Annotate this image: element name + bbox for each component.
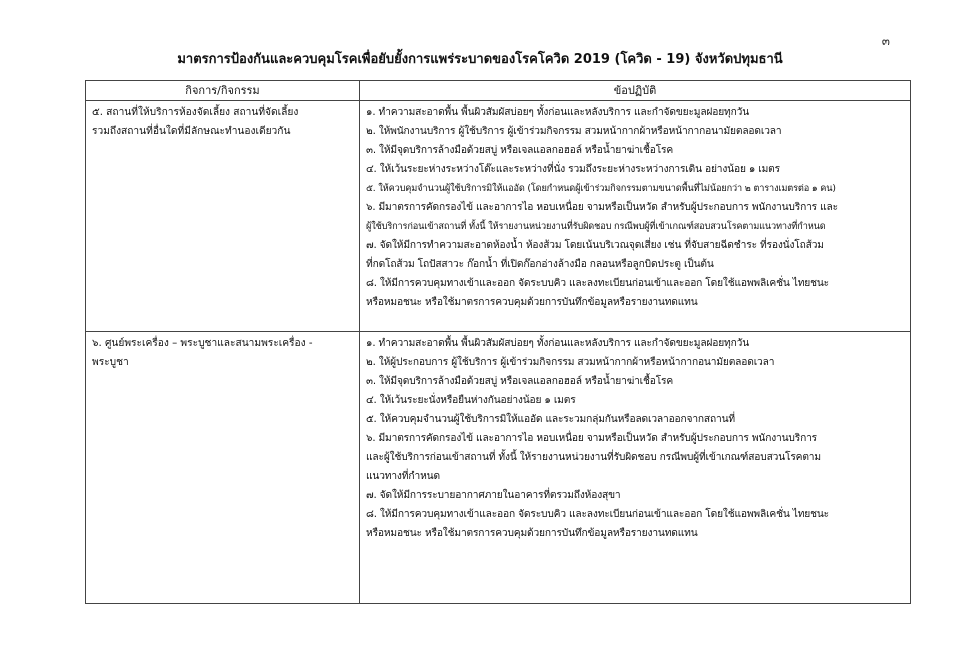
rule-line: ๒. ให้ผู้ประกอบการ ผู้ใช้บริการ ผู้เข้าร่วมกิจกรรม สวมหน้ากากผ้าหรือหน้ากากอนามัยตลอดเวลา [366,357,775,368]
activity-line: ๕. สถานที่ให้บริการห้องจัดเลี้ยง สถานที่จัดเลี้ยง [92,107,299,118]
rule-line: ๖. มีมาตรการคัดกรองไข้ และอาการไอ หอบเหนื่อย จามหรือเป็นหวัด สำหรับผู้ประกอบการ พนักงานบริการ [366,433,817,444]
rule-line: ๕. ให้ควบคุมจำนวนผู้ใช้บริการมิให้แออัด และระวมกลุ่มกันหรือลดเวลาออกจากสถานที่ [366,414,735,425]
header-rules: ข้อปฏิบัติ [360,81,911,101]
rules-cell [360,101,911,332]
rule-line: ๑. ทำความสะอาดพื้น พื้นผิวสัมผัสบ่อยๆ ทั้งก่อนและหลังบริการ และกำจัดขยะมูลฝอยทุกวัน [366,107,750,118]
document-title: มาตรการป้องกันและควบคุมโรคเพื่อยับยั้งการแพร่ระบาดของโรคโควิด 2019 (โควิด - 19) จังหวัดปทุมธานี [177,52,783,67]
rule-line: หรือหมอชนะ หรือใช้มาตรการควบคุมด้วยการบันทึกข้อมูลหรือรายงานทดแทน [366,528,698,539]
rule-line: แนวทางที่กำหนด [366,471,440,482]
table-row [86,101,911,332]
header-activity: กิจการ/กิจกรรม [86,81,360,101]
rule-line: ๕. ให้ควบคุมจำนวนผู้ใช้บริการมิให้แออัด (โดยกำหนดผู้เข้าร่วมกิจกรรมตามขนาดพื้นที่ไม่น้อยกว่า ๒ ตารางเมตรต่อ ๑ คน) [366,183,836,194]
rule-line: ๓. ให้มีจุดบริการล้างมือด้วยสบู่ หรือเจลแอลกอฮอล์ หรือน้ำยาฆ่าเชื้อโรค [366,145,674,156]
rule-line: ๖. มีมาตรการคัดกรองไข้ และอาการไอ หอบเหนื่อย จามหรือเป็นหวัด สำหรับผู้ประกอบการ พนักงานบริการ และ [366,202,838,213]
rule-line: ๔. ให้เว้นระยะนั่งหรือยืนห่างกันอย่างน้อย ๑ เมตร [366,395,576,406]
table-row [86,332,911,604]
rule-line: ๗. จัดให้มีการทำความสะอาดห้องน้ำ ห้องส้วม โดยเน้นบริเวณจุดเสี่ยง เช่น ที่จับสายฉีดชำระ ที่รองนั่งโถส้วม [366,240,824,251]
rule-line: ที่กดโถส้วม โถปัสสาวะ ก๊อกน้ำ ที่เปิดก๊อกอ่างล้างมือ กลอนหรือลูกบิดประตู เป็นต้น [366,259,714,270]
activity-line: พระบูชา [92,357,129,368]
activity-cell [86,332,360,604]
rule-line: ๘. ให้มีการควบคุมทางเข้าและออก จัดระบบคิว และลงทะเบียนก่อนเข้าและออก โดยใช้แอพพลิเคชั่น ไทยชนะ [366,509,830,520]
rule-line: ๒. ให้พนักงานบริการ ผู้ใช้บริการ ผู้เข้าร่วมกิจกรรม สวมหน้ากากผ้าหรือหน้ากากอนามัยตลอดเวลา [366,126,782,137]
table-header-row [86,81,911,101]
rule-line: ๓. ให้มีจุดบริการล้างมือด้วยสบู่ หรือเจลแอลกอฮอล์ หรือน้ำยาฆ่าเชื้อโรค [366,376,674,387]
rule-line: และผู้ใช้บริการก่อนเข้าสถานที่ ทั้งนี้ ให้รายงานหน่วยงานที่รับผิดชอบ กรณีพบผู้ที่เข้าเกณฑ์สอบสวนโรคตาม [366,452,821,463]
measures-table [85,80,911,604]
activity-cell [86,101,360,332]
rule-line: หรือหมอชนะ หรือใช้มาตรการควบคุมด้วยการบันทึกข้อมูลหรือรายงานทดแทน [366,297,698,308]
activity-line: รวมถึงสถานที่อื่นใดที่มีลักษณะทำนองเดียวกัน [92,126,291,137]
rule-line: ผู้ใช้บริการก่อนเข้าสถานที่ ทั้งนี้ ให้รายงานหน่วยงานที่รับผิดชอบ กรณีพบผู้ที่เข้าเกณฑ์สอบสวนโรคตามแนวทางที่กำหนด [366,221,826,232]
rules-cell [360,332,911,604]
rule-line: ๑. ทำความสะอาดพื้น พื้นผิวสัมผัสบ่อยๆ ทั้งก่อนและหลังบริการ และกำจัดขยะมูลฝอยทุกวัน [366,338,750,349]
rule-line: ๔. ให้เว้นระยะห่างระหว่างโต๊ะและระหว่างที่นั่ง รวมถึงระยะห่างระหว่างการเดิน อย่างน้อย ๑ เมตร [366,164,780,175]
activity-line: ๖. ศูนย์พระเครื่อง – พระบูชาและสนามพระเครื่อง - [92,338,313,349]
rule-line: ๗. จัดให้มีการระบายอากาศภายในอาคารที่ตรวมถึงห้องสุขา [366,490,621,501]
rule-line: ๘. ให้มีการควบคุมทางเข้าและออก จัดระบบคิว และลงทะเบียนก่อนเข้าและออก โดยใช้แอพพลิเคชั่น ไทยชนะ [366,278,830,289]
page-number: ๓ [881,34,890,48]
